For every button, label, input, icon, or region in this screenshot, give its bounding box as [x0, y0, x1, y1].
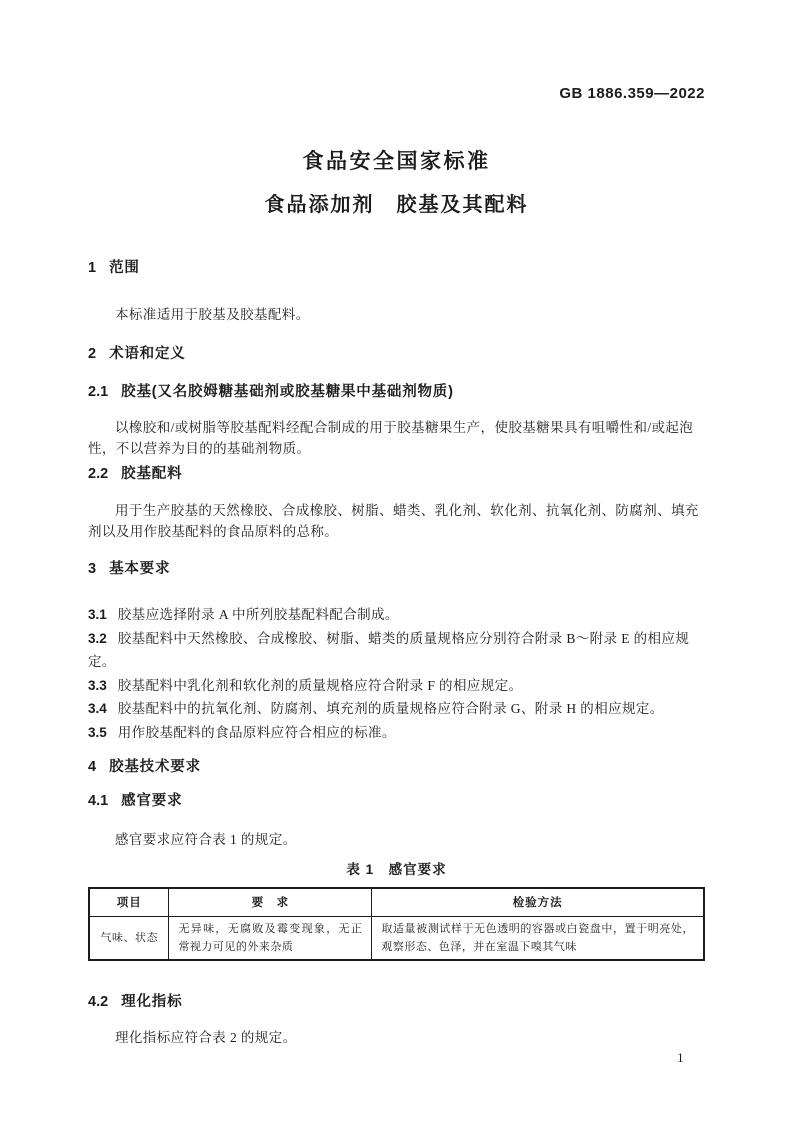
section-2-2-heading — [88, 467, 705, 482]
cell-method: 取适量被测试样于无色透明的容器或白瓷盘中，置于明亮处，观察形态、色泽，并在室温下嗅其气味 — [372, 917, 704, 961]
item-text: 胶基应选择附录 A 中所列胶基配料配合制成。 — [117, 607, 399, 622]
document-title: 食品安全国家标准 — [302, 150, 491, 173]
item-number: 3.2 — [88, 630, 107, 646]
section-number: 4.1 — [88, 793, 109, 809]
section-title: 理化指标 — [121, 994, 183, 1010]
table-row — [89, 917, 704, 961]
section-title: 术语和定义 — [109, 346, 186, 362]
section-title: 范围 — [109, 260, 140, 276]
section-4-1-heading — [88, 794, 705, 809]
sensory-requirement-paragraph: 感官要求应符合表 1 的规定。 — [115, 832, 297, 847]
section-number: 2.2 — [88, 466, 109, 482]
section-4-heading — [88, 760, 705, 775]
section-2-1-heading — [88, 385, 705, 400]
section-title: 感官要求 — [121, 793, 183, 809]
item-text: 用作胶基配料的食品原料应符合相应的标准。 — [117, 724, 396, 740]
item-number: 3.5 — [88, 724, 107, 740]
physicochemical-paragraph: 理化指标应符合表 2 的规定。 — [115, 1030, 297, 1045]
item-number: 3.1 — [88, 607, 107, 622]
section-title: 胶基配料 — [121, 466, 183, 482]
table-header-requirement: 要 求 — [169, 888, 372, 917]
table-1-caption: 表 1 感官要求 — [346, 862, 447, 877]
page-number: 1 — [677, 1050, 684, 1065]
sensory-requirements-table — [88, 887, 705, 961]
section-title: 基本要求 — [109, 561, 171, 577]
item-text: 胶基配料中乳化剂和软化剂的质量规格应符合附录 F 的相应规定。 — [117, 677, 523, 693]
definition-gum-base-paragraph: 以橡胶和/或树脂等胶基配料经配合制成的用于胶基糖果生产，使胶基糖果具有咀嚼性和/或起泡性，不以营养为目的的基础剂物质。 — [88, 420, 694, 456]
item-number: 3.3 — [88, 677, 107, 693]
section-number: 4 — [88, 759, 97, 775]
section-number: 1 — [88, 260, 97, 276]
section-title: 胶基技术要求 — [109, 759, 201, 775]
requirement-item-3-3 — [88, 674, 705, 698]
requirement-item-3-2 — [88, 627, 705, 674]
section-number: 4.2 — [88, 994, 109, 1010]
table-header-row — [89, 888, 704, 917]
cell-requirement: 无异味，无腐败及霉变现象，无正常视力可见的外来杂质 — [169, 917, 372, 961]
definition-gum-base-ingredients-paragraph: 用于生产胶基的天然橡胶、合成橡胶、树脂、蜡类、乳化剂、软化剂、抗氧化剂、防腐剂、填充剂以及用作胶基配料的食品原料的总称。 — [88, 503, 699, 539]
requirement-item-3-1 — [88, 603, 705, 627]
requirement-item-3-5 — [88, 721, 705, 745]
standard-number: GB 1886.359—2022 — [559, 85, 705, 102]
section-number: 2 — [88, 346, 97, 362]
requirement-item-3-4 — [88, 697, 705, 721]
section-4-2-heading — [88, 995, 705, 1010]
section-number: 2.1 — [88, 384, 109, 400]
section-number: 3 — [88, 561, 97, 577]
table-header-method: 检验方法 — [372, 888, 704, 917]
table-header-item: 项目 — [89, 888, 169, 917]
item-number: 3.4 — [88, 701, 107, 716]
scope-paragraph: 本标准适用于胶基及胶基配料。 — [115, 307, 310, 322]
section-3-heading — [88, 562, 705, 577]
section-2-heading — [88, 347, 705, 362]
cell-item: 气味、状态 — [89, 917, 169, 961]
item-text: 胶基配料中的抗氧化剂、防腐剂、填充剂的质量规格应符合附录 G、附录 H 的相应规定。 — [117, 701, 664, 716]
item-text: 胶基配料中天然橡胶、合成橡胶、树脂、蜡类的质量规格应分别符合附录 B～附录 E 的相应规定。 — [88, 630, 690, 669]
section-title: 胶基(又名胶姆糖基础剂或胶基糖果中基础剂物质) — [121, 384, 454, 400]
document-subtitle: 食品添加剂 胶基及其配料 — [264, 194, 529, 216]
section-1-heading — [88, 261, 705, 276]
